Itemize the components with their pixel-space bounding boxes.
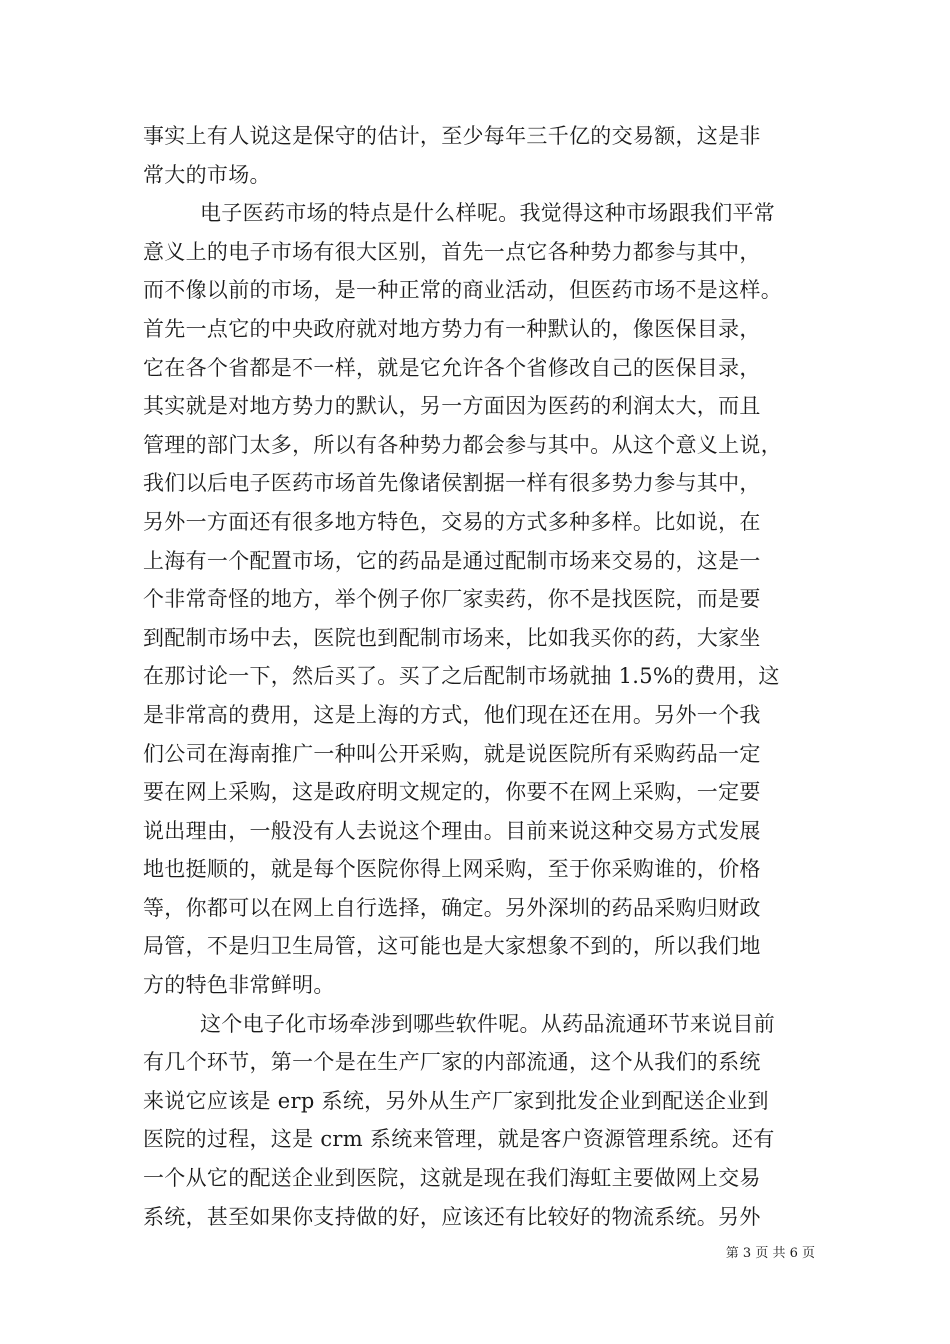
text-line: 地也挺顺的，就是每个医院你得上网采购，至于你采购谁的，价格 [143, 857, 761, 882]
text-line: 意义上的电子市场有很大区别，首先一点它各种势力都参与其中， [143, 239, 761, 264]
text-line: 是非常高的费用，这是上海的方式，他们现在还在用。另外一个我 [143, 702, 761, 727]
text-line: 我们以后电子医药市场首先像诸侯割据一样有很多势力参与其中， [143, 471, 761, 496]
text-line: 方的特色非常鲜明。 [143, 973, 335, 998]
text-line: 管理的部门太多，所以有各种势力都会参与其中。从这个意义上说， [143, 432, 782, 457]
text-line: 这个电子化市场牵涉到哪些软件呢。从药品流通环节来说目前 [200, 1011, 776, 1036]
text-line: 说出理由，一般没有人去说这个理由。目前来说这种交易方式发展 [143, 818, 761, 843]
text-line: 有几个环节，第一个是在生产厂家的内部流通，这个从我们的系统 [143, 1050, 761, 1075]
text-line: 上海有一个配置市场，它的药品是通过配制市场来交易的，这是一 [143, 548, 761, 573]
text-line: 们公司在海南推广一种叫公开采购，就是说医院所有采购药品一定 [143, 741, 761, 766]
text-line: 其实就是对地方势力的默认，另一方面因为医药的利润太大，而且 [143, 394, 761, 419]
text-line: 另外一方面还有很多地方特色，交易的方式多种多样。比如说，在 [143, 509, 761, 534]
text-line: 一个从它的配送企业到医院，这就是现在我们海虹主要做网上交易 [143, 1166, 761, 1191]
text-line: 等，你都可以在网上自行选择，确定。另外深圳的药品采购归财政 [143, 895, 761, 920]
text-line: 系统，甚至如果你支持做的好，应该还有比较好的物流系统。另外 [143, 1204, 761, 1229]
text-line: 个非常奇怪的地方，举个例子你厂家卖药，你不是找医院，而是要 [143, 587, 761, 612]
text-line: 它在各个省都是不一样，就是它允许各个省修改自己的医保目录， [143, 355, 761, 380]
text-line: 在那讨论一下，然后买了。买了之后配制市场就抽 1.5%的费用，这 [143, 664, 780, 689]
body-text [143, 117, 823, 1236]
page-number-footer: 第 3 页 共 6 页 [725, 1246, 815, 1261]
text-line: 来说它应该是 erp 系统，另外从生产厂家到批发企业到配送企业到 [143, 1088, 769, 1113]
text-line: 局管，不是归卫生局管，这可能也是大家想象不到的，所以我们地 [143, 934, 761, 959]
text-line: 要在网上采购，这是政府明文规定的，你要不在网上采购，一定要 [143, 780, 761, 805]
text-line: 医院的过程，这是 crm 系统来管理，就是客户资源管理系统。还有 [143, 1127, 775, 1152]
text-line: 而不像以前的市场，是一种正常的商业活动，但医药市场不是这样。 [143, 278, 782, 303]
text-line: 电子医药市场的特点是什么样呢。我觉得这种市场跟我们平常 [200, 201, 776, 226]
text-line: 首先一点它的中央政府就对地方势力有一种默认的，像医保目录， [143, 316, 761, 341]
text-line: 到配制市场中去，医院也到配制市场来，比如我买你的药，大家坐 [143, 625, 761, 650]
text-line: 常大的市场。 [143, 162, 271, 187]
text-line: 事实上有人说这是保守的估计，至少每年三千亿的交易额，这是非 [143, 124, 761, 148]
